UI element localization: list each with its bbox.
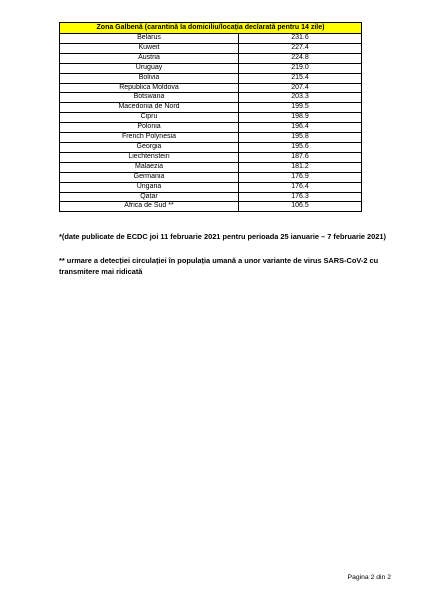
country-cell: French Polynesia <box>60 133 239 143</box>
incidence-value-cell: 199.5 <box>239 103 362 113</box>
country-cell: Polonia <box>60 123 239 133</box>
incidence-value-cell: 176.9 <box>239 172 362 182</box>
incidence-value-cell: 176.4 <box>239 182 362 192</box>
table-body <box>60 23 362 212</box>
table-row <box>60 73 362 83</box>
incidence-value-cell: 215.4 <box>239 73 362 83</box>
table-row <box>60 162 362 172</box>
country-cell: Republica Moldova <box>60 83 239 93</box>
incidence-value-cell: 219.0 <box>239 63 362 73</box>
incidence-value-cell: 195.6 <box>239 142 362 152</box>
table-row <box>60 34 362 44</box>
table-row <box>60 172 362 182</box>
country-cell: Qatar <box>60 192 239 202</box>
incidence-value-cell: 207.4 <box>239 83 362 93</box>
table-row <box>60 53 362 63</box>
table-row <box>60 133 362 143</box>
incidence-value-cell: 181.2 <box>239 162 362 172</box>
table-row <box>60 182 362 192</box>
incidence-value-cell: 187.6 <box>239 152 362 162</box>
table-row <box>60 152 362 162</box>
table-row <box>60 142 362 152</box>
incidence-value-cell: 224.8 <box>239 53 362 63</box>
country-cell: Africa de Sud ** <box>60 202 239 212</box>
incidence-value-cell: 198.9 <box>239 113 362 123</box>
incidence-value-cell: 196.4 <box>239 123 362 133</box>
incidence-value-cell: 106.5 <box>239 202 362 212</box>
incidence-value-cell: 176.3 <box>239 192 362 202</box>
country-cell: Kuweit <box>60 43 239 53</box>
country-cell: Malaezia <box>60 162 239 172</box>
variant-note: ** urmare a detecției circulației în populația umană a unor variante de virus SARS-CoV-2 cu transmitere mai ridicată <box>59 256 379 276</box>
table-row <box>60 202 362 212</box>
incidence-value-cell: 195.8 <box>239 133 362 143</box>
country-cell: Bolivia <box>60 73 239 83</box>
country-cell: Belarus <box>60 34 239 44</box>
table-row <box>60 123 362 133</box>
country-cell: Uruguay <box>60 63 239 73</box>
incidence-value-cell: 231.6 <box>239 34 362 44</box>
table-row <box>60 93 362 103</box>
country-cell: Botswana <box>60 93 239 103</box>
incidence-value-cell: 227.4 <box>239 43 362 53</box>
country-cell: Austria <box>60 53 239 63</box>
table-row <box>60 43 362 53</box>
table-header-row <box>60 23 362 34</box>
ecdc-source-note: *(date publicate de ECDC joi 11 februarie 2021 pentru perioada 25 ianuarie – 7 februarie 2021) <box>59 232 386 241</box>
table-row <box>60 192 362 202</box>
table-row <box>60 83 362 93</box>
yellow-zone-table <box>59 22 362 212</box>
table-row <box>60 113 362 123</box>
page-number: Pagina 2 din 2 <box>347 574 391 581</box>
country-cell: Liechtenstein <box>60 152 239 162</box>
table-row <box>60 103 362 113</box>
country-cell: Germania <box>60 172 239 182</box>
table-header: Zona Galbenă (carantină la domiciliu/locația declarată pentru 14 zile) <box>60 23 362 34</box>
table-row <box>60 63 362 73</box>
incidence-value-cell: 203.3 <box>239 93 362 103</box>
country-cell: Georgia <box>60 142 239 152</box>
country-cell: Ungaria <box>60 182 239 192</box>
country-cell: Cipru <box>60 113 239 123</box>
country-cell: Macedonia de Nord <box>60 103 239 113</box>
